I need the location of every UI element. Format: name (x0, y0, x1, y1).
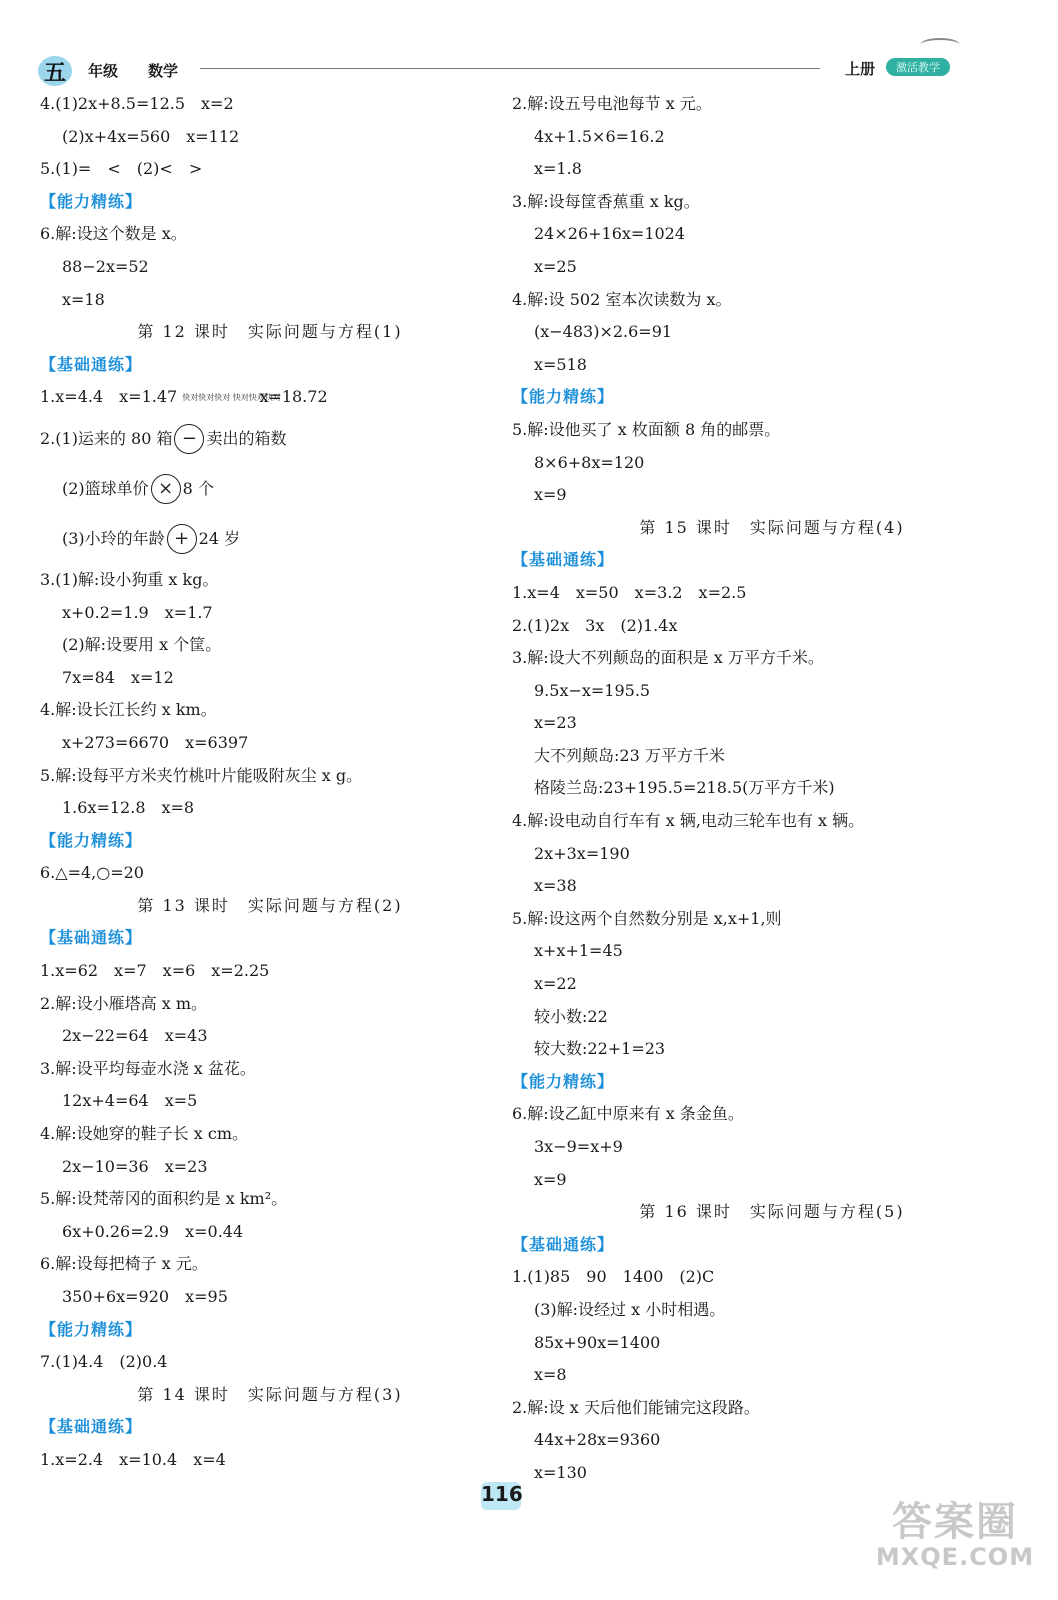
grade-label: 年级 (88, 62, 119, 80)
answer-text: 2.(1)运来的 80 箱 (40, 428, 173, 448)
page-header (0, 0, 1058, 92)
answer-line: 较小数:22 (534, 1006, 608, 1026)
answer-line: 6x+0.26=2.9 x=0.44 (62, 1221, 244, 1241)
answer-line: x=25 (534, 256, 577, 276)
answer-line: 6.解:设每把椅子 x 元。 (40, 1254, 208, 1274)
answer-line: 6.△=4,○=20 (40, 863, 144, 883)
section-heading: 【基础通练】 (512, 1234, 615, 1254)
answer-line (40, 514, 500, 564)
answer-line: 2x−22=64 x=43 (62, 1026, 208, 1046)
answer-line: 2x−10=36 x=23 (62, 1156, 208, 1176)
answer-line: 4.(1)2x+8.5=12.5 x=2 (40, 94, 234, 113)
answer-line: 3.解:设每筐香蕉重 x kg。 (512, 191, 700, 211)
left-column (40, 88, 500, 1477)
answer-line: 较大数:22+1=23 (534, 1039, 666, 1059)
answer-line: 4.解:设她穿的鞋子长 x cm。 (40, 1124, 248, 1144)
answer-text: x=18.72 (259, 387, 328, 407)
answer-line: 9.5x−x=195.5 (534, 680, 651, 700)
minus-circle-icon: − (174, 424, 204, 454)
answer-line: x=38 (534, 876, 577, 896)
answer-line: 4x+1.5×6=16.2 (534, 126, 665, 146)
answer-line: x=23 (534, 713, 577, 733)
answer-line: 6.解:设这个数是 x。 (40, 224, 187, 244)
page-number: 116 (481, 1482, 521, 1510)
right-column (512, 88, 1032, 1490)
answer-line: 88−2x=52 (62, 256, 149, 276)
series-badge: 激活教学 (886, 58, 950, 76)
answer-line: 350+6x=920 x=95 (62, 1287, 228, 1306)
answer-line: x=8 (534, 1365, 567, 1385)
subject-label: 数学 (148, 62, 179, 80)
watermark (870, 1490, 1040, 1570)
section-heading: 【能力精练】 (40, 830, 143, 850)
corner-arc-decoration (920, 38, 960, 52)
answer-line: 7x=84 x=12 (62, 667, 174, 687)
answer-line: (2)解:设要用 x 个筐。 (62, 635, 222, 655)
answer-line: 8×6+8x=120 (534, 452, 645, 472)
answer-line: 3.解:设大不列颠岛的面积是 x 万平方千米。 (512, 648, 824, 668)
answer-line: 7.(1)4.4 (2)0.4 (40, 1352, 168, 1372)
answer-line: 2.解:设小雁塔高 x m。 (40, 993, 208, 1013)
answer-line: 1.x=2.4 x=10.4 x=4 (40, 1449, 226, 1469)
answer-line: x=130 (534, 1462, 587, 1482)
volume-label: 上册 (845, 60, 876, 78)
answer-line: 3x−9=x+9 (534, 1137, 623, 1156)
answer-line: 5.解:设他买了 x 枚面额 8 角的邮票。 (512, 419, 781, 439)
answer-line: 1.6x=12.8 x=8 (62, 798, 195, 818)
section-heading: 【能力精练】 (40, 1319, 143, 1339)
grade-badge: 五 (38, 56, 72, 86)
overlay-note: 快对快对快对 快对快对快对 (182, 393, 281, 403)
section-heading: 【基础通练】 (40, 1417, 143, 1437)
answer-text: 8 个 (182, 478, 214, 498)
answer-line (40, 381, 500, 414)
answer-line: 格陵兰岛:23+195.5=218.5(万平方千米) (534, 778, 835, 798)
section-heading: 【能力精练】 (40, 191, 143, 211)
lesson-title: 第 14 课时 实际问题与方程(3) (137, 1384, 403, 1404)
answer-line: 5.解:设梵蒂冈的面积约是 x km²。 (40, 1189, 288, 1209)
answer-line: 3.解:设平均每壶水浇 x 盆花。 (40, 1058, 256, 1078)
answer-line: 1.x=4 x=50 x=3.2 x=2.5 (512, 582, 747, 602)
watermark-url: MXQE.COM (875, 1543, 1035, 1571)
answer-line: 5.解:设这两个自然数分别是 x,x+1,则 (512, 908, 782, 928)
answer-line: 12x+4=64 x=5 (62, 1091, 198, 1111)
answer-line: x=518 (534, 354, 587, 374)
answer-text: (3)小玲的年龄 (62, 528, 165, 548)
answer-line: 4.解:设电动自行车有 x 辆,电动三轮车也有 x 辆。 (512, 811, 865, 831)
answer-line (40, 464, 500, 514)
answer-text: 24 岁 (198, 528, 241, 548)
plus-circle-icon: + (167, 524, 197, 554)
answer-line: (2)x+4x=560 x=112 (62, 126, 240, 146)
answer-line: (x−483)×2.6=91 (534, 322, 673, 342)
answer-line: 4.解:设 502 室本次读数为 x。 (512, 289, 732, 309)
answer-line: 6.解:设乙缸中原来有 x 条金鱼。 (512, 1104, 744, 1124)
answer-text: 1.x=4.4 x=1.47 (40, 387, 178, 407)
answer-line: 2.解:设五号电池每节 x 元。 (512, 94, 712, 113)
lesson-title: 第 15 课时 实际问题与方程(4) (639, 517, 905, 537)
answer-line: 24×26+16x=1024 (534, 224, 686, 244)
section-heading: 【能力精练】 (512, 387, 615, 407)
answer-line (40, 414, 500, 464)
section-heading: 【基础通练】 (40, 928, 143, 948)
answer-line: x+x+1=45 (534, 941, 623, 961)
section-heading: 【能力精练】 (512, 1071, 615, 1091)
watermark-logo: 答案圈 (892, 1499, 1018, 1545)
times-circle-icon: × (151, 474, 181, 504)
answer-line: x+273=6670 x=6397 (62, 732, 249, 752)
section-heading: 【基础通练】 (40, 354, 143, 374)
answer-line: 5.(1)= < (2)< > (40, 159, 203, 179)
section-heading: 【基础通练】 (512, 550, 615, 570)
answer-line: x=9 (534, 485, 567, 505)
answer-line: 4.解:设长江长约 x km。 (40, 700, 217, 720)
answer-line: (3)解:设经过 x 小时相遇。 (534, 1299, 726, 1319)
answer-line: x+0.2=1.9 x=1.7 (62, 602, 213, 622)
lesson-title: 第 13 课时 实际问题与方程(2) (137, 895, 403, 915)
answer-line: 2x+3x=190 (534, 843, 630, 863)
answer-line: x=9 (534, 1169, 567, 1189)
answer-text: (2)篮球单价 (62, 478, 149, 498)
answer-line: 1.x=62 x=7 x=6 x=2.25 (40, 961, 270, 981)
answer-line: 1.(1)85 90 1400 (2)C (512, 1267, 715, 1287)
answer-text: 卖出的箱数 (206, 428, 287, 448)
answer-line: 85x+90x=1400 (534, 1332, 661, 1352)
answer-line: x=22 (534, 974, 577, 994)
lesson-title: 第 12 课时 实际问题与方程(1) (137, 322, 403, 342)
header-rule (200, 68, 820, 69)
answer-line: 3.(1)解:设小狗重 x kg。 (40, 569, 219, 589)
answer-line: x=1.8 (534, 159, 582, 179)
answer-line: 大不列颠岛:23 万平方千米 (534, 745, 725, 765)
answer-line: x=18 (62, 289, 105, 309)
answer-line: 44x+28x=9360 (534, 1430, 661, 1450)
lesson-title: 第 16 课时 实际问题与方程(5) (639, 1202, 905, 1222)
answer-line: 2.(1)2x 3x (2)1.4x (512, 615, 678, 635)
answer-line: 2.解:设 x 天后他们能铺完这段路。 (512, 1397, 760, 1417)
answer-line: 5.解:设每平方米夹竹桃叶片能吸附灰尘 x g。 (40, 765, 363, 785)
